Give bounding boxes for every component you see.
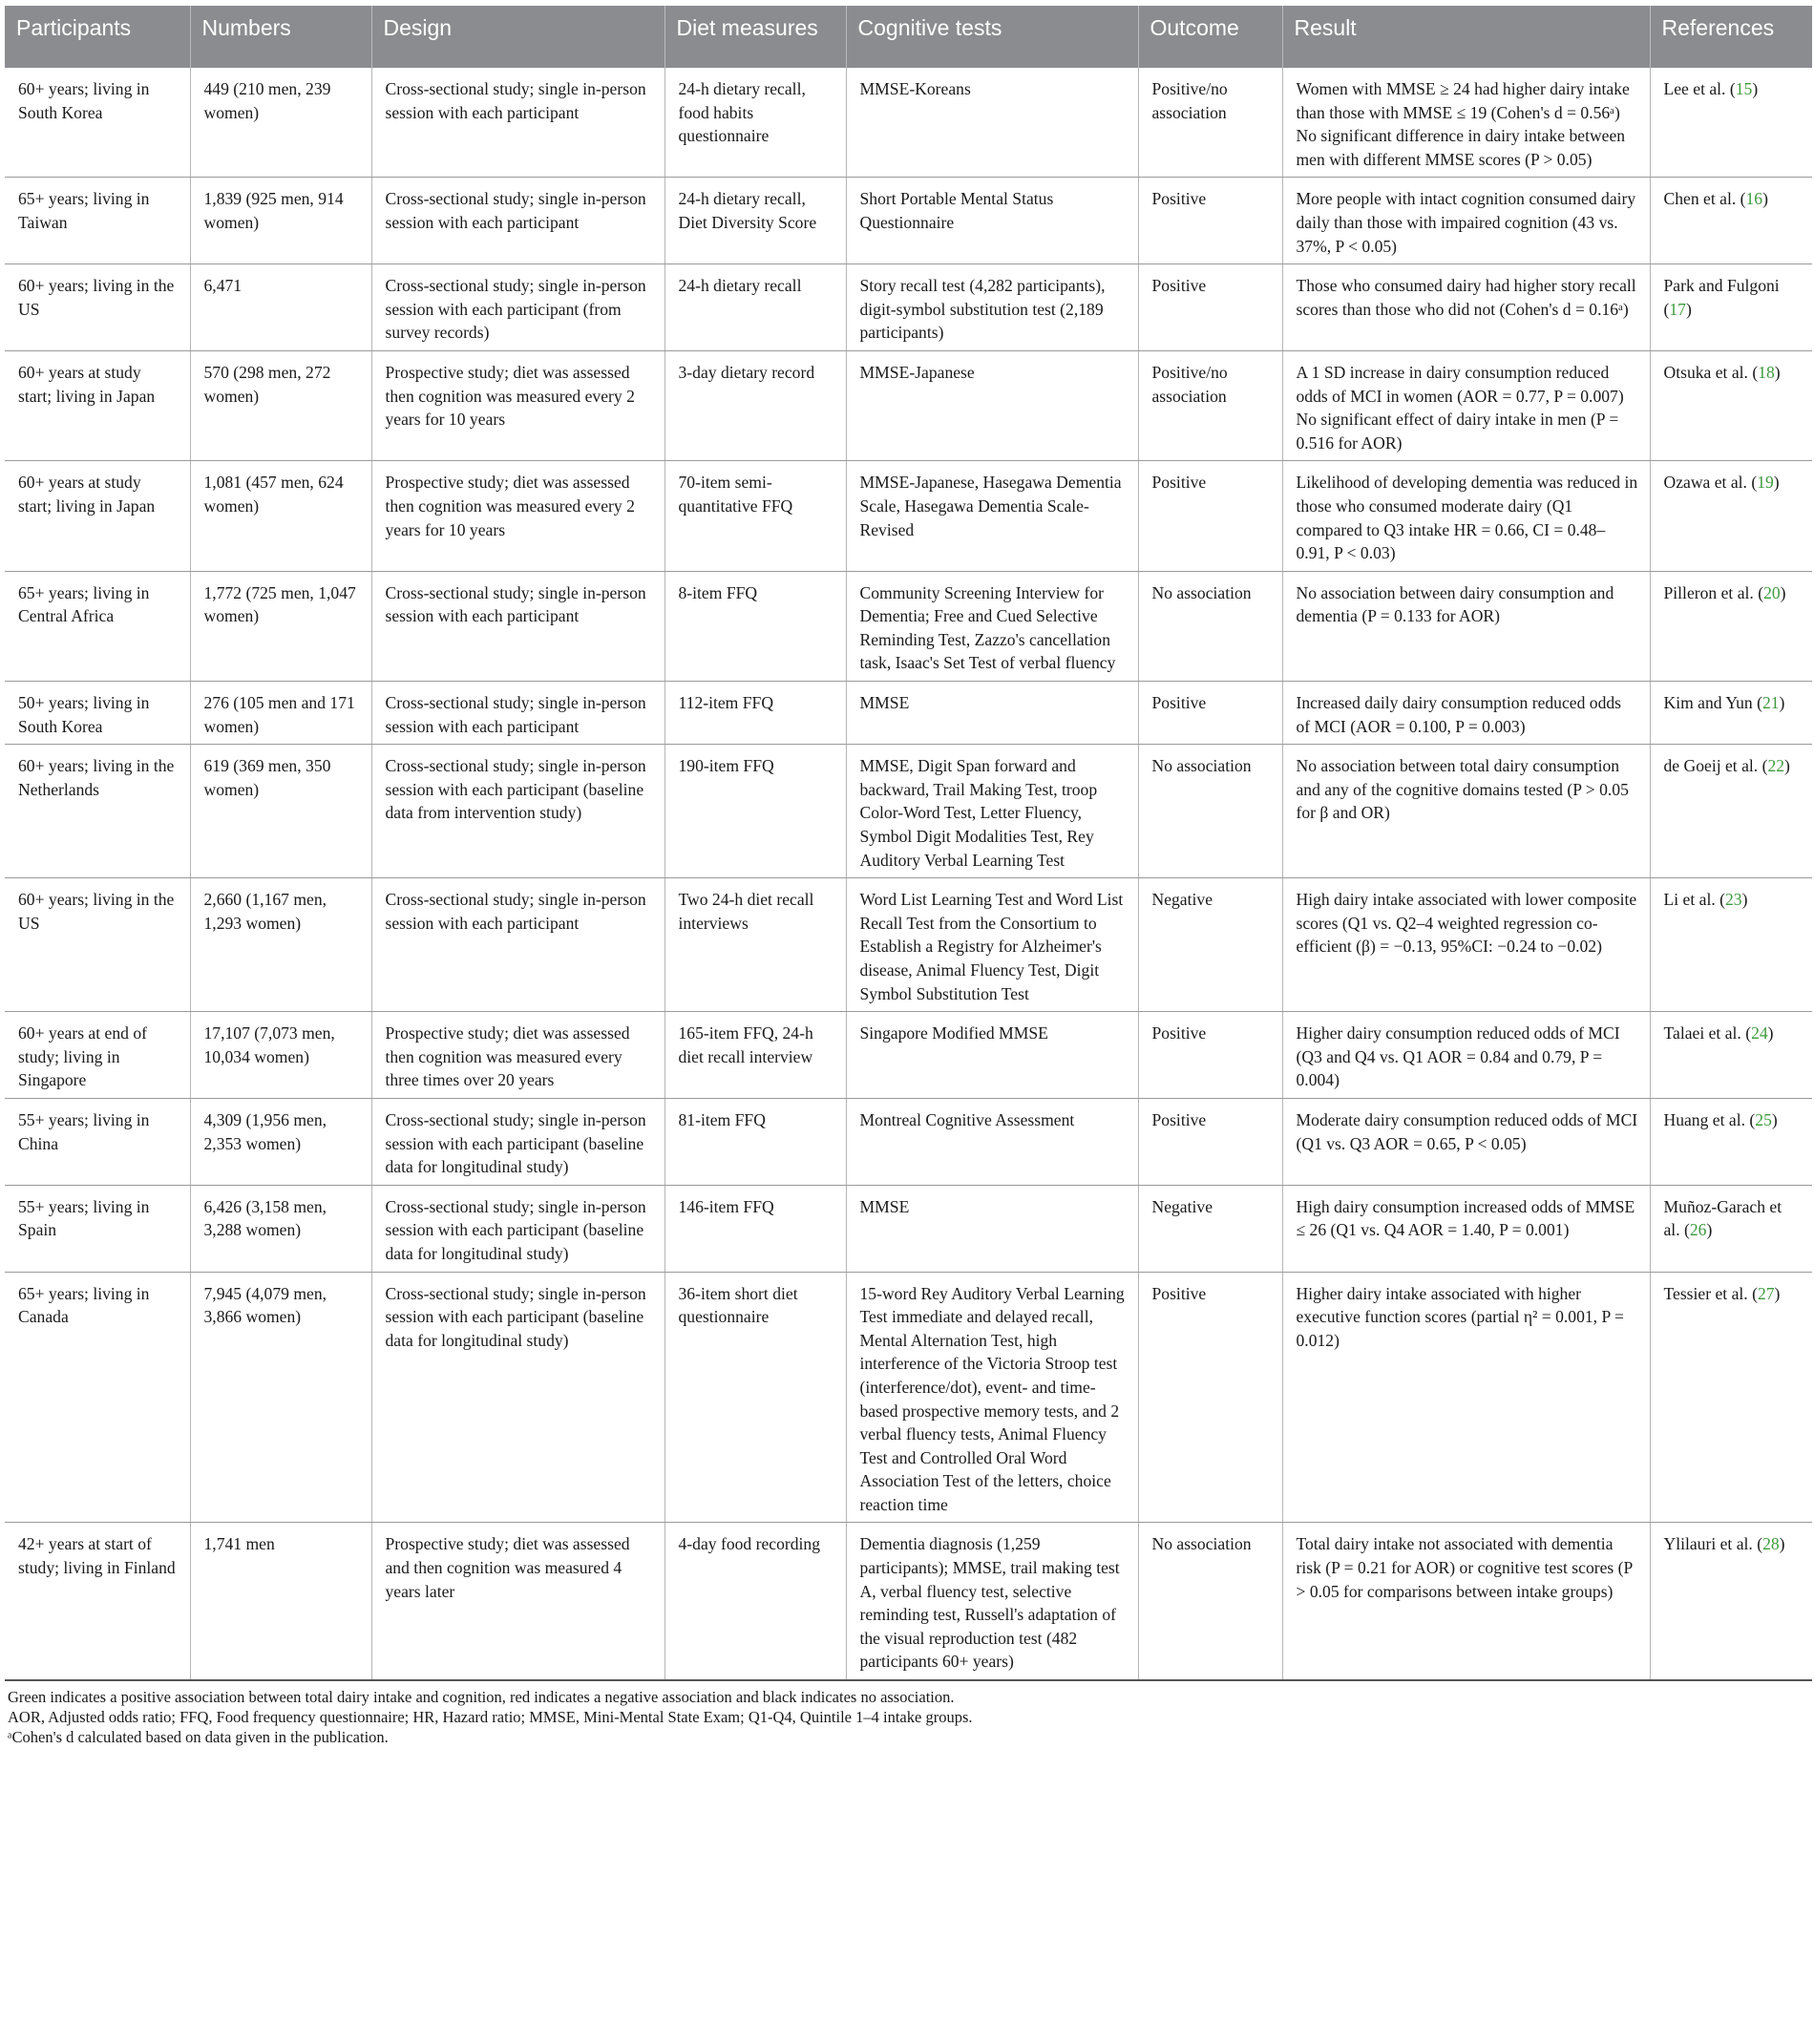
cell-cognitive-tests: Dementia diagnosis (1,259 participants); MMSE, trail making test A, verbal fluency test, selective reminding test, Russell's adaptation of the visual reproduction test (482 participants 60+ years) <box>846 1523 1138 1680</box>
cell-reference: Tessier et al. (27) <box>1650 1272 1812 1523</box>
cell-result <box>1282 1523 1650 1680</box>
cell-result <box>1282 1272 1650 1523</box>
header-row <box>5 6 1812 68</box>
cell-reference: Li et al. (23) <box>1650 878 1812 1012</box>
cell-diet-measures: 24-h dietary recall, Diet Diversity Score <box>664 178 846 264</box>
table-row <box>5 264 1812 351</box>
cell-numbers: 2,660 (1,167 men, 1,293 women) <box>190 878 371 1012</box>
cell-diet-measures: 4-day food recording <box>664 1523 846 1680</box>
cell-outcome: Positive <box>1138 682 1282 745</box>
header-design: Design <box>371 6 664 68</box>
cell-participants: 60+ years; living in South Korea <box>5 68 190 178</box>
cell-diet-measures: 3-day dietary record <box>664 350 846 460</box>
cell-reference: de Goeij et al. (22) <box>1650 745 1812 878</box>
cell-diet-measures: 190-item FFQ <box>664 745 846 878</box>
cell-design: Cross-sectional study; single in-person session with each participant (baseline data from intervention study) <box>371 745 664 878</box>
reference-citation-link[interactable]: 25 <box>1755 1109 1772 1129</box>
result-paragraph: High dairy intake associated with lower composite scores (Q1 vs. Q2–4 weighted regression co-efficient (β) = −0.13, 95%CI: −0.24 to −0.02) <box>1296 890 1637 957</box>
cell-design: Prospective study; diet was assessed and then cognition was measured 4 years later <box>371 1523 664 1680</box>
reference-authors: Park and Fulgoni <box>1663 276 1780 296</box>
cell-design: Cross-sectional study; single in-person session with each participant <box>371 682 664 745</box>
reference-authors: Otsuka et al. <box>1663 362 1748 382</box>
result-paragraph: High dairy consumption increased odds of MMSE ≤ 26 (Q1 vs. Q4 AOR = 1.40, P = 0.001) <box>1296 1196 1635 1240</box>
cell-numbers: 619 (369 men, 350 women) <box>190 745 371 878</box>
cell-design: Cross-sectional study; single in-person session with each participant <box>371 878 664 1012</box>
cell-reference: Muñoz-Garach et al. (26) <box>1650 1185 1812 1272</box>
cell-participants: 65+ years; living in Canada <box>5 1272 190 1523</box>
cell-outcome: Positive <box>1138 1272 1282 1523</box>
cell-cognitive-tests: MMSE-Japanese <box>846 350 1138 460</box>
table-row <box>5 1098 1812 1185</box>
cell-design: Cross-sectional study; single in-person session with each participant (baseline data for longitudinal study) <box>371 1185 664 1272</box>
cell-numbers: 1,081 (457 men, 624 women) <box>190 461 371 571</box>
reference-authors: Kim and Yun <box>1663 693 1753 713</box>
footnote-abbreviations: AOR, Adjusted odds ratio; FFQ, Food frequency questionnaire; HR, Hazard ratio; MMSE, Mini-Mental State Exam; Q1-Q4, Quintile 1–4 intake groups. <box>8 1708 973 1727</box>
reference-citation-link[interactable]: 22 <box>1767 756 1785 776</box>
reference-authors: Tessier et al. <box>1663 1283 1748 1303</box>
cell-diet-measures: 36-item short diet questionnaire <box>664 1272 846 1523</box>
table-row <box>5 1523 1812 1680</box>
result-paragraph: No significant difference in dairy intake between men with different MMSE scores (P > 0.05) <box>1296 126 1626 169</box>
cell-numbers: 1,839 (925 men, 914 women) <box>190 178 371 264</box>
header-numbers: Numbers <box>190 6 371 68</box>
cell-numbers: 1,772 (725 men, 1,047 women) <box>190 571 371 681</box>
cell-reference: Otsuka et al. (18) <box>1650 350 1812 460</box>
cell-participants: 65+ years; living in Taiwan <box>5 178 190 264</box>
cell-diet-measures: 70-item semi-quantitative FFQ <box>664 461 846 571</box>
cell-design: Prospective study; diet was assessed then cognition was measured every three times over 20 years <box>371 1012 664 1099</box>
table-row <box>5 745 1812 878</box>
cell-result <box>1282 461 1650 571</box>
cell-outcome: No association <box>1138 571 1282 681</box>
reference-citation-link[interactable]: 28 <box>1762 1534 1780 1554</box>
table-row <box>5 1185 1812 1272</box>
cell-result <box>1282 1012 1650 1099</box>
table-row <box>5 68 1812 178</box>
cell-participants: 60+ years at end of study; living in Singapore <box>5 1012 190 1099</box>
cell-numbers: 570 (298 men, 272 women) <box>190 350 371 460</box>
cell-numbers: 4,309 (1,956 men, 2,353 women) <box>190 1098 371 1185</box>
header-participants: Participants <box>5 6 190 68</box>
cell-outcome: Positive <box>1138 1098 1282 1185</box>
cell-result <box>1282 68 1650 178</box>
reference-authors: Chen et al. <box>1663 189 1737 209</box>
cell-outcome: No association <box>1138 1523 1282 1680</box>
cell-result <box>1282 178 1650 264</box>
table-body <box>5 68 1812 1680</box>
cell-design: Prospective study; diet was assessed then cognition was measured every 2 years for 10 years <box>371 461 664 571</box>
cell-outcome: Negative <box>1138 1185 1282 1272</box>
reference-citation-link[interactable]: 21 <box>1761 693 1780 713</box>
cell-cognitive-tests: Story recall test (4,282 participants), digit-symbol substitution test (2,189 participants) <box>846 264 1138 351</box>
cell-reference: Pilleron et al. (20) <box>1650 571 1812 681</box>
cell-participants: 60+ years; living in the US <box>5 264 190 351</box>
cell-numbers: 7,945 (4,079 men, 3,866 women) <box>190 1272 371 1523</box>
cell-result <box>1282 571 1650 681</box>
cell-cognitive-tests: 15-word Rey Auditory Verbal Learning Test immediate and delayed recall, Mental Alternation Test, high interference of the Victoria Stroop test (interference/dot), event- and time-based prospective memory tests, and 2 verbal fluency tests, Animal Fluency Test and Controlled Oral Word Association Test of the letters, choice reaction time <box>846 1272 1138 1523</box>
cell-outcome: Positive/no association <box>1138 350 1282 460</box>
cell-diet-measures: 81-item FFQ <box>664 1098 846 1185</box>
reference-citation-link[interactable]: 16 <box>1745 189 1763 209</box>
reference-citation-link[interactable]: 19 <box>1757 473 1774 493</box>
cell-cognitive-tests: Short Portable Mental Status Questionnaire <box>846 178 1138 264</box>
cell-cognitive-tests: Word List Learning Test and Word List Recall Test from the Consortium to Establish a Registry for Alzheimer's disease, Animal Fluency Test, Digit Symbol Substitution Test <box>846 878 1138 1012</box>
footnote-color-legend: Green indicates a positive association between total dairy intake and cognition, red indicates a negative association and black indicates no association. <box>8 1688 955 1707</box>
cell-participants: 50+ years; living in South Korea <box>5 682 190 745</box>
header-cognitive-tests: Cognitive tests <box>846 6 1138 68</box>
cell-design: Cross-sectional study; single in-person session with each participant (baseline data for longitudinal study) <box>371 1272 664 1523</box>
table-row <box>5 350 1812 460</box>
cell-outcome: Positive <box>1138 461 1282 571</box>
cell-participants: 65+ years; living in Central Africa <box>5 571 190 681</box>
header-outcome: Outcome <box>1138 6 1282 68</box>
cell-cognitive-tests: MMSE-Koreans <box>846 68 1138 178</box>
cell-reference: Kim and Yun (21) <box>1650 682 1812 745</box>
table-row <box>5 1012 1812 1099</box>
reference-citation-link[interactable]: 20 <box>1763 582 1781 602</box>
cell-cognitive-tests: MMSE-Japanese, Hasegawa Dementia Scale, Hasegawa Dementia Scale-Revised <box>846 461 1138 571</box>
result-paragraph: Total dairy intake not associated with dementia risk (P = 0.21 for AOR) or cognitive test scores (P > 0.05 for comparisons between intake groups) <box>1296 1534 1633 1601</box>
reference-authors: de Goeij et al. <box>1663 756 1759 776</box>
cell-cognitive-tests: Singapore Modified MMSE <box>846 1012 1138 1099</box>
dairy-cognition-table <box>5 6 1812 1681</box>
cell-reference: Lee et al. (15) <box>1650 68 1812 178</box>
cell-result <box>1282 1098 1650 1185</box>
cell-participants: 60+ years; living in the Netherlands <box>5 745 190 878</box>
table-row <box>5 682 1812 745</box>
cell-cognitive-tests: Montreal Cognitive Assessment <box>846 1098 1138 1185</box>
cell-diet-measures: 112-item FFQ <box>664 682 846 745</box>
cell-diet-measures: 165-item FFQ, 24-h diet recall interview <box>664 1012 846 1099</box>
cell-participants: 60+ years at study start; living in Japan <box>5 350 190 460</box>
cell-design: Cross-sectional study; single in-person session with each participant <box>371 178 664 264</box>
cell-numbers: 6,471 <box>190 264 371 351</box>
cell-numbers: 276 (105 men and 171 women) <box>190 682 371 745</box>
cell-cognitive-tests: MMSE <box>846 1185 1138 1272</box>
reference-authors: Lee et al. <box>1663 79 1726 98</box>
cell-design: Cross-sectional study; single in-person session with each participant (baseline data for longitudinal study) <box>371 1098 664 1185</box>
reference-authors: Li et al. <box>1663 890 1716 910</box>
cell-design: Prospective study; diet was assessed then cognition was measured every 2 years for 10 years <box>371 350 664 460</box>
cell-outcome: Positive/no association <box>1138 68 1282 178</box>
result-paragraph: Those who consumed dairy had higher story recall scores than those who did not (Cohen's d = 0.16ᵃ) <box>1296 276 1636 319</box>
reference-citation-link[interactable]: 26 <box>1689 1220 1707 1240</box>
header-references: References <box>1650 6 1812 68</box>
cell-result <box>1282 878 1650 1012</box>
result-paragraph: Increased daily dairy consumption reduced odds of MCI (AOR = 0.100, P = 0.003) <box>1296 693 1622 736</box>
cell-outcome: Positive <box>1138 178 1282 264</box>
cell-cognitive-tests: Community Screening Interview for Dementia; Free and Cued Selective Reminding Test, Zazzo's cancellation task, Isaac's Set Test of verbal fluency <box>846 571 1138 681</box>
reference-authors: Pilleron et al. <box>1663 582 1754 602</box>
reference-citation-link[interactable]: 18 <box>1758 362 1775 382</box>
cell-design: Cross-sectional study; single in-person session with each participant (from survey records) <box>371 264 664 351</box>
table-row <box>5 178 1812 264</box>
table-row <box>5 878 1812 1012</box>
result-paragraph: Women with MMSE ≥ 24 had higher dairy intake than those with MMSE ≤ 19 (Cohen's d = 0.56ᵃ) <box>1296 79 1630 122</box>
cell-numbers: 449 (210 men, 239 women) <box>190 68 371 178</box>
cell-participants: 60+ years; living in the US <box>5 878 190 1012</box>
cell-diet-measures: 8-item FFQ <box>664 571 846 681</box>
cell-design: Cross-sectional study; single in-person session with each participant <box>371 68 664 178</box>
table-row <box>5 1272 1812 1523</box>
result-paragraph: No association between total dairy consumption and any of the cognitive domains tested (P > 0.05 for β and OR) <box>1296 756 1629 823</box>
cell-cognitive-tests: MMSE <box>846 682 1138 745</box>
reference-citation-link[interactable]: 23 <box>1725 890 1742 910</box>
reference-authors: Ozawa et al. <box>1663 473 1747 493</box>
cell-cognitive-tests: MMSE, Digit Span forward and backward, Trail Making Test, troop Color-Word Test, Letter Fluency, Symbol Digit Modalities Test, Rey Auditory Verbal Learning Test <box>846 745 1138 878</box>
cell-outcome: Positive <box>1138 1012 1282 1099</box>
cell-reference: Talaei et al. (24) <box>1650 1012 1812 1099</box>
result-paragraph: Higher dairy intake associated with higher executive function scores (partial η² = 0.001, P = 0.012) <box>1296 1283 1624 1350</box>
result-paragraph: Higher dairy consumption reduced odds of MCI (Q3 and Q4 vs. Q1 AOR = 0.84 and 0.79, P = 0.004) <box>1296 1023 1620 1090</box>
reference-authors: Muñoz-Garach et al. <box>1663 1196 1782 1240</box>
result-paragraph: Likelihood of developing dementia was reduced in those who consumed moderate dairy (Q1 compared to Q3 intake HR = 0.66, CI = 0.48–0.91, P < 0.03) <box>1296 473 1638 563</box>
cell-numbers: 6,426 (3,158 men, 3,288 women) <box>190 1185 371 1272</box>
cell-result <box>1282 682 1650 745</box>
cell-reference: Park and Fulgoni (17) <box>1650 264 1812 351</box>
table-row <box>5 571 1812 681</box>
cell-numbers: 17,107 (7,073 men, 10,034 women) <box>190 1012 371 1099</box>
cell-result <box>1282 264 1650 351</box>
cell-reference: Ozawa et al. (19) <box>1650 461 1812 571</box>
result-paragraph: Moderate dairy consumption reduced odds of MCI (Q1 vs. Q3 AOR = 0.65, P < 0.05) <box>1296 1109 1638 1153</box>
cell-participants: 42+ years at start of study; living in Finland <box>5 1523 190 1680</box>
cell-outcome: No association <box>1138 745 1282 878</box>
cell-outcome: Positive <box>1138 264 1282 351</box>
cell-participants: 60+ years at study start; living in Japan <box>5 461 190 571</box>
footnote-cohens-d: ᵃCohen's d calculated based on data given in the publication. <box>8 1728 389 1747</box>
reference-citation-link[interactable]: 24 <box>1751 1023 1768 1043</box>
cell-result <box>1282 1185 1650 1272</box>
cell-numbers: 1,741 men <box>190 1523 371 1680</box>
result-paragraph: No significant effect of dairy intake in men (P = 0.516 for AOR) <box>1296 410 1619 453</box>
result-paragraph: More people with intact cognition consumed dairy daily than those with impaired cognition (43 vs. 37%, P < 0.05) <box>1296 189 1636 256</box>
reference-citation-link[interactable]: 27 <box>1757 1283 1775 1303</box>
table-header <box>5 6 1812 68</box>
cell-result <box>1282 745 1650 878</box>
cell-diet-measures: Two 24-h diet recall interviews <box>664 878 846 1012</box>
header-diet-measures: Diet measures <box>664 6 846 68</box>
cell-participants: 55+ years; living in China <box>5 1098 190 1185</box>
cell-design: Cross-sectional study; single in-person session with each participant <box>371 571 664 681</box>
header-result: Result <box>1282 6 1650 68</box>
reference-authors: Huang et al. <box>1663 1109 1745 1129</box>
table-footnotes <box>5 1681 1812 1747</box>
cell-reference: Ylilauri et al. (28) <box>1650 1523 1812 1680</box>
reference-citation-link[interactable]: 15 <box>1735 79 1753 98</box>
result-paragraph: A 1 SD increase in dairy consumption reduced odds of MCI in women (AOR = 0.77, P = 0.007) <box>1296 362 1624 406</box>
cell-diet-measures: 24-h dietary recall <box>664 264 846 351</box>
reference-citation-link[interactable]: 17 <box>1669 299 1686 319</box>
result-paragraph: No association between dairy consumption and dementia (P = 0.133 for AOR) <box>1296 582 1614 626</box>
reference-authors: Talaei et al. <box>1663 1023 1741 1043</box>
cell-result <box>1282 350 1650 460</box>
cell-diet-measures: 146-item FFQ <box>664 1185 846 1272</box>
cell-reference: Huang et al. (25) <box>1650 1098 1812 1185</box>
cell-diet-measures: 24-h dietary recall, food habits questionnaire <box>664 68 846 178</box>
table-row <box>5 461 1812 571</box>
cell-reference: Chen et al. (16) <box>1650 178 1812 264</box>
cell-outcome: Negative <box>1138 878 1282 1012</box>
cell-participants: 55+ years; living in Spain <box>5 1185 190 1272</box>
reference-authors: Ylilauri et al. <box>1663 1534 1753 1554</box>
